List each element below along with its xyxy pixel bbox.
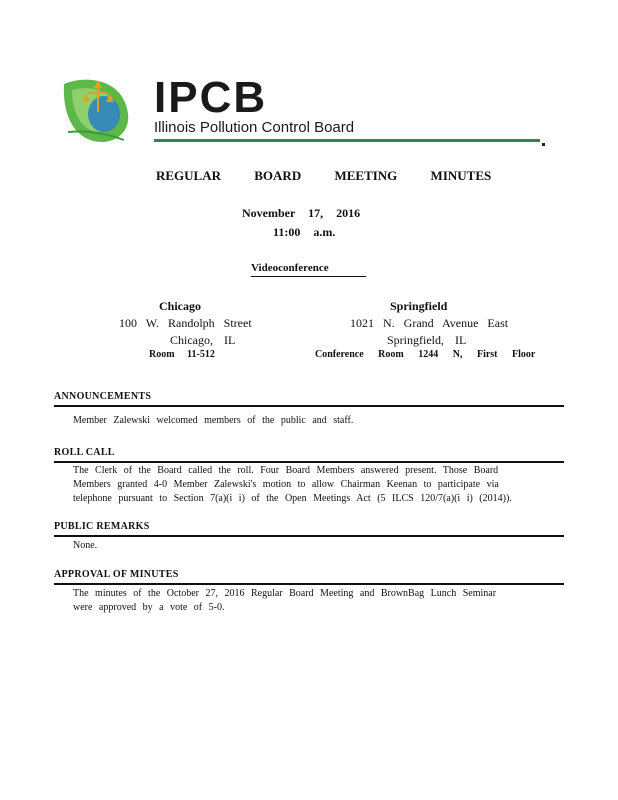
chicago-location-name: Chicago [159,299,201,313]
roll-call-line-1: The Clerk of the Board called the roll. Four Board Members answered present. Those Board [73,465,499,476]
meeting-format: Videoconference [251,262,329,274]
meeting-time: 11:00 a.m. [273,225,336,239]
ipcb-leaf-logo-icon [58,70,134,146]
public-remarks-heading: PUBLIC REMARKS [54,521,150,532]
roll-call-rule [54,461,564,463]
approval-rule [54,583,564,585]
roll-call-heading: ROLL CALL [54,447,115,458]
announcements-body: Member Zalewski welcomed members of the public and staff. [73,415,354,426]
header-green-rule [154,139,540,142]
chicago-city: Chicago, IL [170,333,236,347]
announcements-heading: ANNOUNCEMENTS [54,391,152,402]
meeting-date: November 17, 2016 [242,206,361,220]
chicago-room: Room 11-512 [149,349,215,360]
springfield-address: 1021 N. Grand Avenue East [350,316,509,330]
springfield-room: Conference Room 1244 N, First Floor [315,349,536,360]
chicago-address: 100 W. Randolph Street [119,316,252,330]
brand-logo-text: IPCB [154,73,268,122]
public-remarks-body: None. [73,540,98,551]
roll-call-line-3: telephone pursuant to Section 7(a)(i i) of the Open Meetings Act (5 ILCS 120/7(a)(i i) (2014)). [73,493,512,504]
announcements-rule [54,405,564,407]
meeting-format-underline [251,276,366,277]
public-remarks-rule [54,535,564,537]
approval-line-2: were approved by a vote of 5-0. [73,602,225,613]
approval-heading: APPROVAL OF MINUTES [54,569,179,580]
springfield-city: Springfield, IL [387,333,467,347]
meeting-title: REGULAR BOARD MEETING MINUTES [156,168,492,183]
approval-line-1: The minutes of the October 27, 2016 Regular Board Meeting and BrownBag Lunch Seminar [73,588,497,599]
header-rule-dot [542,143,545,146]
brand-subtitle: Illinois Pollution Control Board [154,119,355,136]
roll-call-line-2: Members granted 4-0 Member Zalewski's motion to allow Chairman Keenan to participate via [73,479,499,490]
springfield-location-name: Springfield [390,299,448,313]
